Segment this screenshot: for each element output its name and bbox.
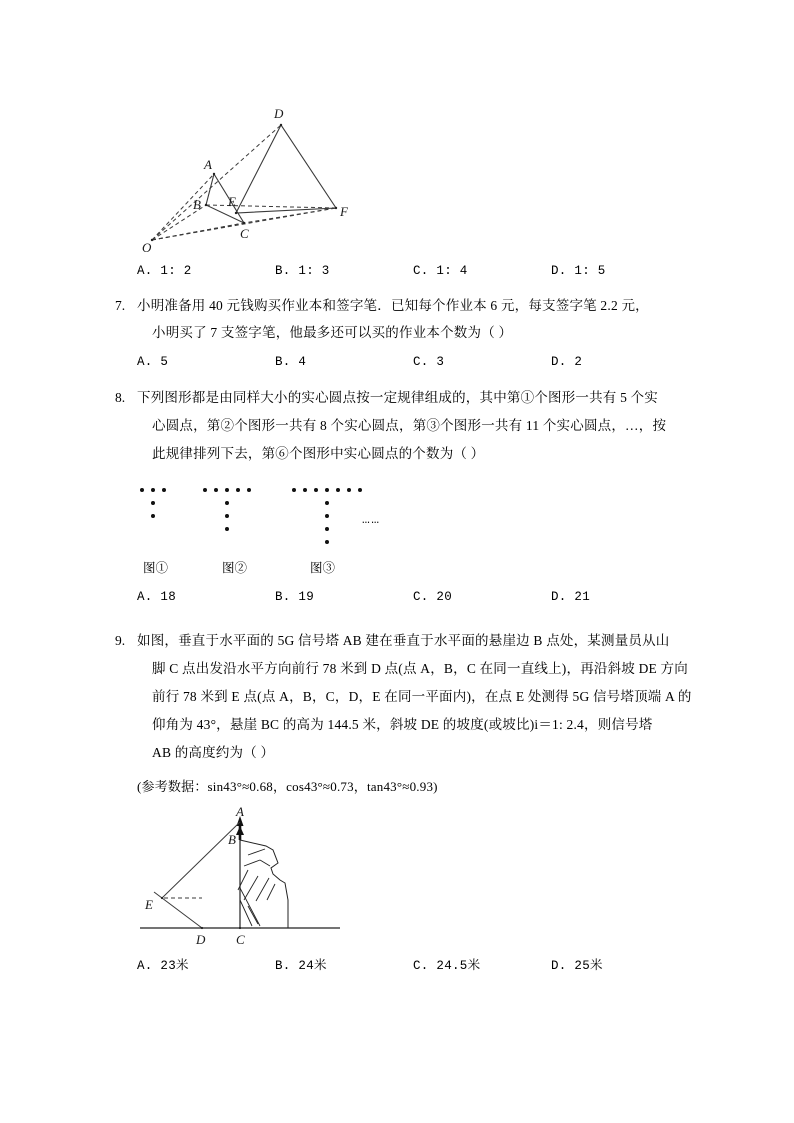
- q9-number: 9.: [115, 633, 126, 648]
- q6-options-row: [137, 264, 697, 284]
- figure-cliff-tower: [140, 804, 370, 953]
- q9-option-d[interactable]: D. 25米: [551, 959, 603, 973]
- label-foot-C: C: [236, 932, 245, 947]
- ray-O-A: [152, 174, 214, 240]
- q7-option-d[interactable]: D. 2: [551, 355, 583, 369]
- dashed-B-F: [206, 205, 336, 208]
- q7-option-a[interactable]: A. 5: [137, 355, 169, 369]
- label-point-F: F: [340, 204, 348, 219]
- q9-option-a[interactable]: A. 23米: [137, 959, 189, 973]
- triangle-DEF: [236, 125, 336, 213]
- label-point-D: D: [196, 932, 206, 947]
- q7-options-row: [137, 355, 697, 375]
- q7-option-b[interactable]: B. 4: [275, 355, 307, 369]
- q8-option-b[interactable]: B. 19: [275, 590, 315, 604]
- q6-option-c[interactable]: C. 1: 4: [413, 264, 468, 278]
- label-point-O: O: [142, 240, 152, 255]
- q7-line-2: 小明买了 7 支签字笔，他最多还可以买的作业本个数为（ ）: [152, 325, 513, 340]
- label-point-A: A: [204, 157, 212, 172]
- q6-option-b[interactable]: B. 1: 3: [275, 264, 330, 278]
- q7-line-1: 小明准备用 40 元钱购买作业本和签字笔．已知每个作业本 6 元，每支签字笔 2.2 元，: [137, 298, 649, 313]
- figure-similar-triangles: [140, 92, 370, 255]
- q8-option-a[interactable]: A. 18: [137, 590, 177, 604]
- label-point-E: E: [145, 897, 153, 912]
- ray-O-D: [152, 125, 281, 240]
- figure-dot-patterns: [140, 488, 440, 548]
- q8-line-3: 此规律排列下去，第⑥个图形中实心圆点的个数为（ ）: [152, 446, 485, 461]
- figure-label-1: 图①: [143, 561, 169, 575]
- q8-option-c[interactable]: C. 20: [413, 590, 453, 604]
- q9-line-1: 如图，垂直于水平面的 5G 信号塔 AB 建在垂直于水平面的悬崖边 B 点处，某测量员从山: [137, 633, 670, 648]
- q8-line-2: 心圆点，第②个图形一共有 8 个实心圆点，第③个图形一共有 11 个实心圆点，…，按: [152, 418, 667, 433]
- q6-option-d[interactable]: D. 1: 5: [551, 264, 606, 278]
- label-cliff-top-B: B: [228, 832, 236, 847]
- label-tower-top-A: A: [236, 804, 244, 819]
- q9-line-5: AB 的高度约为（ ）: [152, 745, 275, 760]
- q8-number: 8.: [115, 390, 126, 405]
- q9-option-c[interactable]: C. 24.5米: [413, 959, 481, 973]
- tower-tip-2: [236, 826, 244, 835]
- triangle-ABC: [206, 174, 244, 223]
- label-point-C: C: [240, 226, 249, 241]
- label-point-B: B: [193, 197, 201, 212]
- label-point-E: E: [228, 194, 236, 209]
- q9-options-row: [137, 955, 697, 975]
- q8-options-row: [137, 590, 697, 610]
- q8-line-1: 下列图形都是由同样大小的实心圆点按一定规律组成的，其中第①个图形一共有 5 个实: [137, 390, 658, 405]
- label-point-D: D: [274, 106, 284, 121]
- q8-option-d[interactable]: D. 21: [551, 590, 591, 604]
- q7-number: 7.: [115, 298, 126, 313]
- q6-option-a[interactable]: A. 1: 2: [137, 264, 192, 278]
- cliff-texture: [238, 849, 275, 926]
- q9-option-b[interactable]: B. 24米: [275, 959, 327, 973]
- figure-label-2: 图②: [222, 561, 248, 575]
- q9-line-2: 脚 C 点出发沿水平方向前行 78 米到 D 点(点 A，B，C 在同一直线上)，再沿斜坡 DE 方向: [152, 661, 688, 676]
- dot-pattern-ellipsis: ……: [362, 512, 381, 527]
- q9-line-4: 仰角为 43°，悬崖 BC 的高为 144.5 米，斜坡 DE 的坡度(或坡比)i＝1: 2.4，则信号塔: [152, 717, 653, 732]
- q9-line-3: 前行 78 米到 E 点(点 A，B，C，D，E 在同一平面内)，在点 E 处测得 5G 信号塔顶端 A 的: [152, 689, 692, 704]
- q7-option-c[interactable]: C. 3: [413, 355, 445, 369]
- q9-reference-data: (参考数据：sin43°≈0.68，cos43°≈0.73，tan43°≈0.93): [137, 779, 438, 794]
- figure-label-3: 图③: [310, 561, 336, 575]
